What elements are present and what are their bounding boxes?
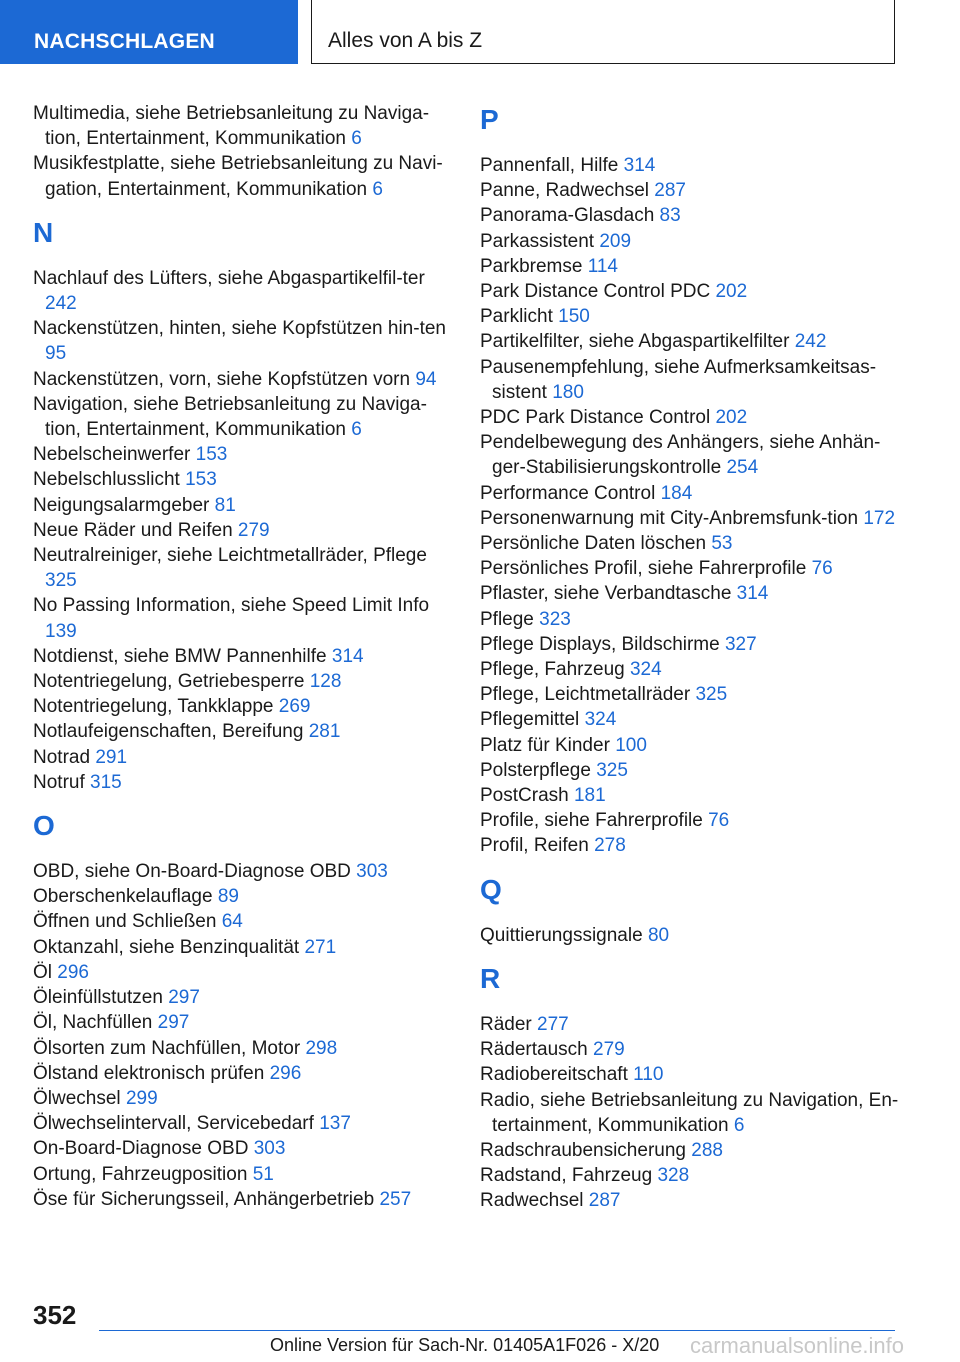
index-entry: [480, 682, 910, 707]
index-entry: [33, 770, 453, 795]
page-reference-link[interactable]: 328: [657, 1165, 690, 1187]
index-entry-text: Öl: [33, 961, 52, 983]
page-reference-link[interactable]: 279: [593, 1039, 625, 1061]
index-entry-text: Pannenfall, Hilfe: [480, 155, 619, 176]
footer-online-version: Online Version für Sach-Nr. 01405A1F026 - X/20: [270, 1335, 660, 1355]
index-entry: [33, 1187, 453, 1212]
index-entry: [480, 707, 910, 732]
page-reference-link[interactable]: 202: [715, 281, 748, 303]
page-reference-link[interactable]: 180: [552, 381, 584, 403]
index-entry-text: Nackenstützen, vorn, siehe Kopfstützen vorn: [33, 368, 411, 390]
page-reference-link[interactable]: 271: [304, 936, 337, 958]
index-entry: [33, 745, 453, 770]
index-entry-text: Ölwechsel: [33, 1087, 121, 1109]
page-reference-link[interactable]: 314: [623, 155, 656, 176]
index-entry-text: Öffnen und Schließen: [33, 911, 217, 933]
index-entry: [480, 203, 910, 228]
page-reference-link[interactable]: 325: [695, 684, 728, 706]
index-entry: [33, 392, 453, 442]
index-entry-text: Persönliche Daten löschen: [480, 533, 707, 555]
page-reference-link[interactable]: 81: [214, 494, 236, 516]
page-reference-link[interactable]: 298: [305, 1037, 338, 1059]
index-entry: [33, 1036, 453, 1061]
index-entry-text: Multimedia, siehe Betriebsanleitung zu Naviga-tion, Entertainment, Kommunikation: [33, 103, 430, 150]
index-entry-text: Radschraubensicherung: [480, 1139, 686, 1161]
page-reference-link[interactable]: 128: [309, 671, 342, 693]
page-reference-link[interactable]: 6: [351, 128, 362, 150]
page-reference-link[interactable]: 281: [308, 721, 341, 743]
index-entry: [480, 783, 910, 808]
index-entry: [33, 694, 453, 719]
index-entry-text: Neigungsalarmgeber: [33, 494, 210, 516]
index-entry: [33, 1061, 453, 1086]
index-entry: [480, 1138, 910, 1163]
index-entry-text: Ölsorten zum Nachfüllen, Motor: [33, 1037, 301, 1059]
page-reference-link[interactable]: 315: [90, 771, 122, 793]
watermark: carmanualsonline.info: [690, 1333, 905, 1358]
index-entry-text: OBD, siehe On-Board-Diagnose OBD: [33, 861, 351, 883]
index-entry: [33, 493, 453, 518]
index-entry-text: Neue Räder und Reifen: [33, 519, 233, 541]
index-entry-text: Neutralreiniger, siehe Leichtmetallräder, Pflege: [33, 545, 427, 567]
page-reference-link[interactable]: 297: [157, 1012, 190, 1034]
index-entry-text: Pflege Displays, Bildschirme: [480, 633, 720, 655]
index-entry: [480, 632, 910, 657]
page-reference-link[interactable]: 83: [659, 205, 681, 227]
page-reference-link[interactable]: 137: [319, 1113, 351, 1135]
index-entry-text: Rädertausch: [480, 1039, 588, 1061]
index-entry-text: Profile, siehe Fahrerprofile: [480, 810, 703, 832]
index-entry: [33, 1136, 453, 1161]
page-title: Alles von A bis Z: [311, 0, 895, 64]
index-entry: [480, 808, 910, 833]
page-reference-link[interactable]: 242: [45, 293, 77, 315]
index-entry: [480, 733, 910, 758]
page-reference-link[interactable]: 209: [599, 230, 632, 252]
page-reference-link[interactable]: 94: [415, 368, 437, 390]
index-entry-text: Pflege, Leichtmetallräder: [480, 684, 691, 706]
index-entry-text: Nebelscheinwerfer: [33, 444, 191, 466]
index-entry: [33, 960, 453, 985]
index-entry-text: Navigation, siehe Betriebsanleitung zu Naviga-tion, Entertainment, Kommunikation: [33, 393, 427, 441]
index-entry: [480, 506, 910, 531]
page-reference-link[interactable]: 184: [660, 482, 693, 504]
index-entry: [480, 556, 910, 581]
index-entry-text: On-Board-Diagnose OBD: [33, 1138, 249, 1160]
index-entry-text: Partikelfilter, siehe Abgaspartikelfilter: [480, 331, 790, 353]
page-reference-link[interactable]: 150: [558, 306, 590, 328]
index-letter-heading: R: [480, 962, 501, 994]
index-entry: [33, 1010, 453, 1035]
page-reference-link[interactable]: 303: [356, 861, 388, 883]
page-reference-link[interactable]: 64: [221, 911, 243, 933]
footer-divider: [99, 1330, 895, 1331]
index-entry-text: Radstand, Fahrzeug: [480, 1165, 653, 1187]
index-entry: [480, 153, 910, 178]
page-reference-link[interactable]: 297: [168, 987, 200, 1009]
index-entry-text: Profil, Reifen: [480, 835, 589, 857]
index-entry-text: Pflege: [480, 608, 534, 630]
page-reference-link[interactable]: 76: [811, 558, 833, 580]
index-letter-heading: P: [480, 104, 499, 135]
index-entry-text: Oberschenkelauflage: [33, 886, 213, 908]
page-reference-link[interactable]: 242: [794, 331, 827, 353]
index-entry-text: Ortung, Fahrzeugposition: [33, 1163, 248, 1185]
page-reference-link[interactable]: 139: [45, 620, 77, 642]
index-column-right: [480, 101, 910, 1214]
page-reference-link[interactable]: 6: [733, 1114, 745, 1136]
page-reference-link[interactable]: 153: [185, 469, 217, 491]
index-column-left: [33, 101, 453, 1212]
index-entry: [480, 329, 910, 354]
index-entry-text: Pflegemittel: [480, 709, 580, 731]
index-entry: [33, 859, 453, 884]
index-entry-text: Öleinfüllstutzen: [33, 987, 163, 1009]
page-reference-link[interactable]: 278: [594, 835, 626, 857]
page-reference-link[interactable]: 181: [573, 785, 606, 807]
index-entry: [33, 985, 453, 1010]
index-entry-text: Öse für Sicherungsseil, Anhängerbetrieb: [33, 1188, 375, 1210]
index-entry: [480, 229, 910, 254]
page-reference-link[interactable]: 291: [95, 746, 128, 768]
index-entry: [480, 1088, 910, 1138]
index-entry-text: Oktanzahl, siehe Benzinqualität: [33, 936, 300, 958]
page-reference-link[interactable]: 269: [278, 696, 311, 718]
index-entry-text: PostCrash: [480, 785, 569, 807]
index-entry-text: Platz für Kinder: [480, 734, 610, 756]
page-reference-link[interactable]: 172: [863, 507, 896, 529]
index-entry-text: Notrad: [33, 746, 91, 768]
index-entry-text: Öl, Nachfüllen: [33, 1012, 153, 1034]
index-entry-text: Radio, siehe Betriebsanleitung zu Navigation, En-tertainment, Kommunikation: [480, 1089, 899, 1136]
index-entry-text: Notentriegelung, Tankklappe: [33, 696, 274, 718]
index-entry-text: Radiobereitschaft: [480, 1064, 628, 1086]
index-entry-text: Parklicht: [480, 306, 553, 328]
index-entry: [480, 430, 910, 480]
index-entry-text: Notentriegelung, Getriebesperre: [33, 671, 305, 693]
page-reference-link[interactable]: 110: [633, 1064, 664, 1086]
index-entry: [33, 669, 453, 694]
index-entry-text: Performance Control: [480, 482, 656, 504]
index-entry-text: Park Distance Control PDC: [480, 281, 711, 303]
index-entry: [33, 1111, 453, 1136]
index-entry: [33, 266, 453, 316]
index-entry: [33, 719, 453, 744]
page-reference-link[interactable]: 6: [372, 178, 383, 200]
index-entry: [33, 101, 453, 151]
page-reference-link[interactable]: 303: [253, 1138, 286, 1160]
index-entry: [480, 254, 910, 279]
page-reference-link[interactable]: 287: [654, 180, 686, 202]
index-entry: [33, 884, 453, 909]
index-entry-text: Notlaufeigenschaften, Bereifung: [33, 721, 304, 743]
index-entry: [33, 316, 453, 366]
index-entry: [480, 1163, 910, 1188]
index-entry-text: Nackenstützen, hinten, siehe Kopfstützen hin-ten: [33, 318, 446, 340]
index-entry: [33, 467, 453, 492]
page-reference-link[interactable]: 314: [736, 583, 769, 605]
index-entry-text: Musikfestplatte, siehe Betriebsanleitung zu Navi-gation, Entertainment, Kommunikation: [33, 153, 443, 200]
index-entry-text: Persönliches Profil, siehe Fahrerprofile: [480, 558, 807, 580]
page-reference-link[interactable]: 296: [57, 961, 89, 983]
index-entry: [480, 481, 910, 506]
page-reference-link[interactable]: 279: [237, 519, 270, 541]
index-entry: [480, 304, 910, 329]
page-reference-link[interactable]: 95: [45, 343, 67, 365]
page-reference-link[interactable]: 202: [715, 407, 748, 429]
index-entry: [480, 405, 910, 430]
index-entry-text: Quittierungssignale: [480, 924, 643, 946]
index-entry: [480, 531, 910, 556]
index-entry-text: No Passing Information, siehe Speed Limit Info: [33, 595, 430, 617]
index-entry-text: Ölwechselintervall, Servicebedarf: [33, 1113, 314, 1135]
index-entry: [480, 1188, 910, 1213]
index-entry-text: Parkbremse: [480, 255, 583, 277]
page-reference-link[interactable]: 325: [45, 570, 77, 592]
page-reference-link[interactable]: 114: [587, 255, 618, 277]
index-entry-text: Nebelschlusslicht: [33, 469, 180, 491]
index-entry-text: Notdienst, siehe BMW Pannenhilfe: [33, 645, 327, 667]
index-entry: [480, 581, 910, 606]
page-reference-link[interactable]: 100: [615, 734, 647, 756]
page-reference-link[interactable]: 299: [125, 1087, 158, 1109]
index-entry: [33, 518, 453, 543]
page-reference-link[interactable]: 257: [379, 1188, 412, 1210]
index-entry: [480, 758, 910, 783]
page-reference-link[interactable]: 296: [269, 1062, 302, 1084]
index-entry: [480, 279, 910, 304]
index-entry-text: Personenwarnung mit City-Anbremsfunk-tion: [480, 507, 859, 529]
page-reference-link[interactable]: 6: [351, 419, 362, 441]
index-entry-text: Pflaster, siehe Verbandtasche: [480, 583, 732, 605]
index-entry: [33, 1086, 453, 1111]
page-reference-link[interactable]: 327: [724, 633, 757, 655]
index-entry-text: Notruf: [33, 771, 85, 793]
index-entry: [33, 442, 453, 467]
index-entry-text: Panne, Radwechsel: [480, 180, 649, 202]
index-entry: [33, 644, 453, 669]
index-entry-text: Pendelbewegung des Anhängers, siehe Anhän-ger-Stabilisierungskontrolle: [480, 432, 881, 479]
page-reference-link[interactable]: 314: [331, 645, 364, 667]
index-letter-heading: N: [33, 216, 54, 248]
index-entry: [480, 355, 910, 405]
index-entry-text: Nachlauf des Lüfters, siehe Abgaspartikelfil-ter: [33, 267, 425, 289]
index-entry: [33, 935, 453, 960]
section-tab: NACHSCHLAGEN: [0, 0, 298, 64]
index-entry: [480, 607, 910, 632]
index-entry-text: Räder: [480, 1013, 532, 1035]
page-reference-link[interactable]: 254: [726, 457, 759, 479]
index-letter-heading: O: [33, 810, 55, 842]
index-entry: [480, 657, 910, 682]
index-entry: [480, 833, 910, 858]
page-reference-link[interactable]: 51: [252, 1163, 274, 1185]
index-entry: [33, 543, 453, 593]
page-reference-link[interactable]: 324: [629, 659, 662, 681]
index-entry-text: Radwechsel: [480, 1190, 584, 1212]
index-entry: [33, 367, 453, 392]
index-entry: [480, 1037, 910, 1062]
index-entry: [33, 593, 453, 643]
index-entry-text: Pflege, Fahrzeug: [480, 659, 625, 681]
index-entry: [33, 151, 453, 201]
page-reference-link[interactable]: 277: [537, 1013, 569, 1035]
index-entry-text: Pausenempfehlung, siehe Aufmerksamkeitsas-sistent: [480, 356, 877, 403]
page-reference-link[interactable]: 325: [596, 759, 628, 781]
index-entry: [33, 909, 453, 934]
page-reference-link[interactable]: 153: [195, 444, 228, 466]
index-entry-text: Polsterpflege: [480, 759, 591, 781]
index-entry-text: Ölstand elektronisch prüfen: [33, 1062, 265, 1084]
page-reference-link[interactable]: 53: [711, 533, 733, 555]
index-entry: [480, 178, 910, 203]
page-reference-link[interactable]: 288: [691, 1139, 723, 1161]
page-reference-link[interactable]: 324: [584, 709, 617, 731]
index-entry: [480, 1062, 910, 1087]
page-reference-link[interactable]: 323: [539, 608, 571, 630]
page-reference-link[interactable]: 80: [647, 924, 670, 946]
index-entry-text: Panorama-Glasdach: [480, 205, 655, 227]
index-entry: [480, 1012, 910, 1037]
page-reference-link[interactable]: 287: [588, 1190, 621, 1212]
page-number: 352: [33, 1300, 77, 1330]
index-entry: [33, 1162, 453, 1187]
index-entry: [480, 923, 910, 948]
index-entry-text: Parkassistent: [480, 230, 595, 252]
page-reference-link[interactable]: 89: [217, 886, 239, 908]
page-reference-link[interactable]: 76: [708, 810, 730, 832]
index-letter-heading: Q: [480, 873, 502, 905]
index-entry-text: PDC Park Distance Control: [480, 407, 711, 429]
